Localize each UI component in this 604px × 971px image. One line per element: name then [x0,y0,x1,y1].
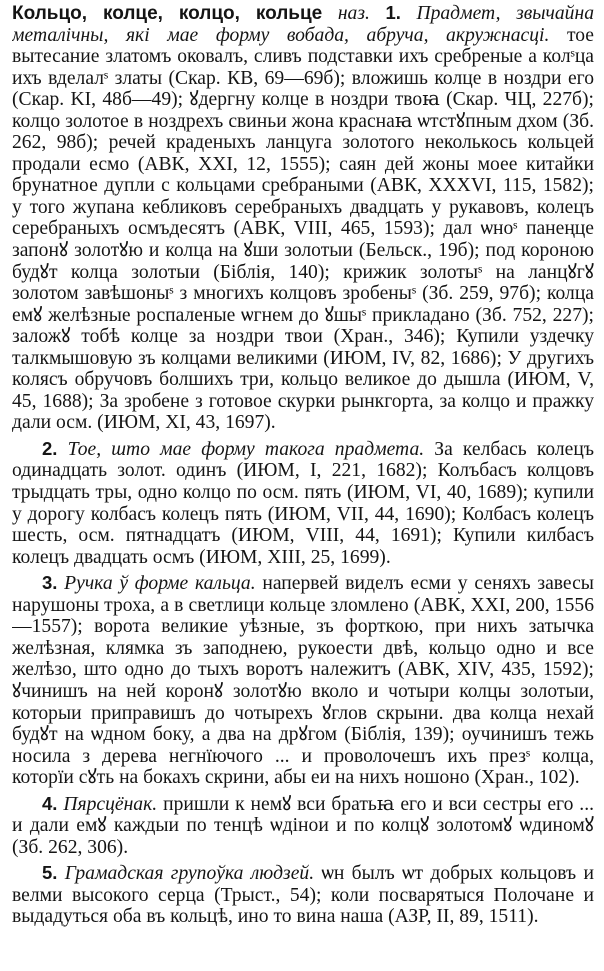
sense-examples: тое вытесание златомъ оковалъ, сливъ подставки ихъ сребреные а колˢца ихъ вделалˢ златы (Скар. КВ, 69—69б); вложишь колце в ноздри его (Скар. KI, 48б—49); ꙋдергну колце в ноздри твоꙗ (Скар. ЧЦ, 227б); колцо золотое в ноздрехъ свиньи жона краснаꙗ ѡтстꙋпным дхом (Зб. 262, 98б); речей краденыхъ ланцуга золотого неколькось кольцей продали есмо (АВК, XXI, 12, 1555); саян дей жоны моее китайки брунатное дупли с кольцами сребраными (АВК, XXXVI, 115, 1582); у того жупана кебликовъ серебраныхъ двадцать у рукавовъ, колецъ серебраныхъ осмъдесятъ (АВК, VIII, 465, 1593); дал ѡноˢ панеңце запонꙋ золотꙋю и колца на ꙋши золотыи (Бельск., 19б); под короною будꙋт колца золотыи (Біблія, 140); крижик золотыˢ на ланцꙋгꙋ золотом завѣшоныˢ з многихъ колцовъ зробеныˢ (Зб. 259, 97б); колца емꙋ желѣзные роспаленые ѡгнем до ꙋшыˢ прикладано (Зб. 752, 227); заложꙋ тобѣ колце за ноздри твои (Хран., 346); Купили уздечку талкмышовую зъ колцами великими (ИЮМ, IV, 82, 1686); У другихъ колясъ обручовъ болшихъ три, кольцо великое до дышла (ИЮМ, V, 45, 1688); За зробене з готовое скурки рынкгорта, за колцо и пражку дали осм. (ИЮМ, XI, 43, 1697). [12,24,594,434]
sense-4 [12,793,594,859]
sense-examples: За келбась колецъ одинадцать золот. одинъ (ИЮМ, I, 221, 1682); Колъбасъ колцовъ трыдцать тры, одно колцо по осм. пять (ИЮМ, VI, 40, 1689); купили у дорогу колбасъ колецъ пять (ИЮМ, VII, 44, 1690); Колбасъ колецъ шесть, осм. пятнадцатъ (ИЮМ, VIII, 44, 1691); Купили килбасъ колецъ двадцать осмъ (ИЮМ, XIII, 25, 1699). [12,438,594,568]
sense-definition: Ручка ў форме кальца. [64,573,256,595]
sense-examples: ѡн былъ ѡт добрых кольцовъ и велми высокого серца (Трыст., 54); коли посварятыся Полочане и выдадуться оба въ кольцѣ, ино то вина наша (АЗР, II, 89, 1511). [12,863,594,928]
sense-number: 4. [42,792,58,814]
sense-examples: напервей виделъ есми у сеняхъ завесы нарушоны троха, а в светлици кольце зломлено (АВК, XXI, 200, 1556—1557); ворота великие уѣзные, зъ форткою, при нихъ затычка желѣзная, клямка зъ заподнею, рукоести двѣ, кольцо одно и все желѣзо, што одно до тыхъ воротъ належитъ (АВК, XIV, 435, 1592); ꙋчинишъ на ней коронꙋ золотꙋю вколо и чотыри колцы золотыи, которыи приправишъ до чотырехъ ꙋглов скрыни. два колца нехай будꙋт на ѡдном боку, а два на дрꙋгом (Біблія, 139); оучинишъ тежь носила з дерева негнїючого ... и проволочешъ ихъ презˢ колца, которїи сꙋть на бокахъ скрини, абы еи на нихъ ношоно (Хран., 102). [12,573,594,789]
sense-number: 1. [385,2,401,23]
headword: Кольцо, колце, колцо, кольце [12,3,323,24]
sense-number: 2. [42,437,58,459]
sense-3 [12,572,594,788]
sense-number: 5. [42,862,58,884]
sense-2 [12,438,594,568]
sense-definition: Прадмет, звычайна металічны, які мае форму вобада, абруча, акружнасці. [12,3,594,46]
part-of-speech: наз. [337,3,370,24]
sense-examples: пришли к немꙋ вси братьꙗ его и вси сестры его ... и дали емꙋ каждыи по тенцѣ ѡдінои и по колцꙋ золотомꙋ ѡдиномꙋ (Зб. 262, 306). [12,793,594,858]
dictionary-entry [12,2,594,967]
sense-definition: Тое, што мае форму такога прадмета. [67,438,425,460]
sense-5 [12,862,594,928]
sense-number: 3. [42,572,58,594]
sense-1 [12,2,594,434]
sense-definition: Пярсцёнак. [63,793,158,815]
sense-definition: Грамадская групоўка людзей. [64,863,315,885]
